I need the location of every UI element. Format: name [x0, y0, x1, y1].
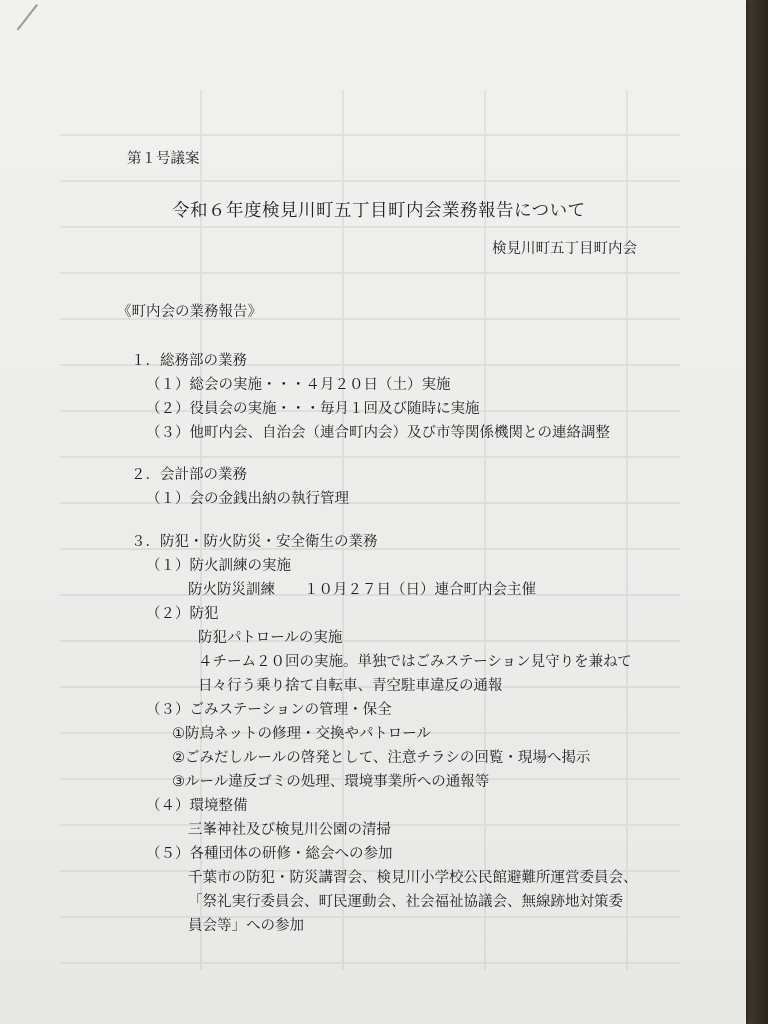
list-item: 員会等」への参加 [188, 918, 304, 934]
document-title: 令和６年度検見川町五丁目町内会業務報告について [172, 201, 586, 221]
list-item: （３）ごみステーションの管理・保全 [146, 702, 392, 718]
list-item: （２）役員会の実施・・・毎月１回及び随時に実施 [146, 401, 480, 417]
issuer-name: 検見川町五丁目町内会 [492, 241, 637, 257]
list-item: ３．防犯・防火防災・安全衛生の業務 [131, 534, 378, 550]
list-item: ２．会計部の業務 [131, 467, 247, 483]
list-item: ③ルール違反ゴミの処理、環境事業所への通報等 [172, 774, 490, 790]
list-item: ②ごみだしルールの啓発として、注意チラシの回覧・現場へ掲示 [172, 750, 591, 766]
list-item: 防犯パトロールの実施 [198, 630, 343, 646]
list-item: 防火防災訓練 １０月２７日（日）連合町内会主催 [188, 582, 536, 598]
list-item: 三峯神社及び検見川公園の清掃 [188, 822, 391, 838]
list-item: （１）会の金銭出納の執行管理 [146, 491, 349, 507]
list-item: （２）防犯 [146, 606, 219, 622]
section-heading: 《町内会の業務報告》 [117, 304, 262, 320]
list-item: （４）環境整備 [146, 798, 248, 814]
list-item: ①防鳥ネットの修理・交換やパトロール [172, 726, 431, 742]
list-item: 「祭礼実行委員会、町民運動会、社会福祉協議会、無線跡地対策委 [188, 894, 623, 910]
agenda-number: 第１号議案 [127, 151, 200, 167]
list-item: 千葉市の防犯・防災講習会、検見川小学校公民館避難所運営委員会、 [188, 870, 638, 886]
list-item: 日々行う乗り捨て自転車、青空駐車違反の通報 [198, 678, 503, 694]
list-item: （１）総会の実施・・・４月２０日（土）実施 [146, 377, 451, 393]
list-item: １．総務部の業務 [131, 353, 247, 369]
list-item: ４チーム２０回の実施。単独ではごみステーション見守りを兼ねて [198, 654, 632, 670]
list-item: （５）各種団体の研修・総会への参加 [146, 846, 393, 862]
staple-mark [17, 4, 56, 44]
list-item: （３）他町内会、自治会（連合町内会）及び市等関係機関との連絡調整 [146, 425, 610, 441]
list-item: （１）防火訓練の実施 [146, 558, 291, 574]
